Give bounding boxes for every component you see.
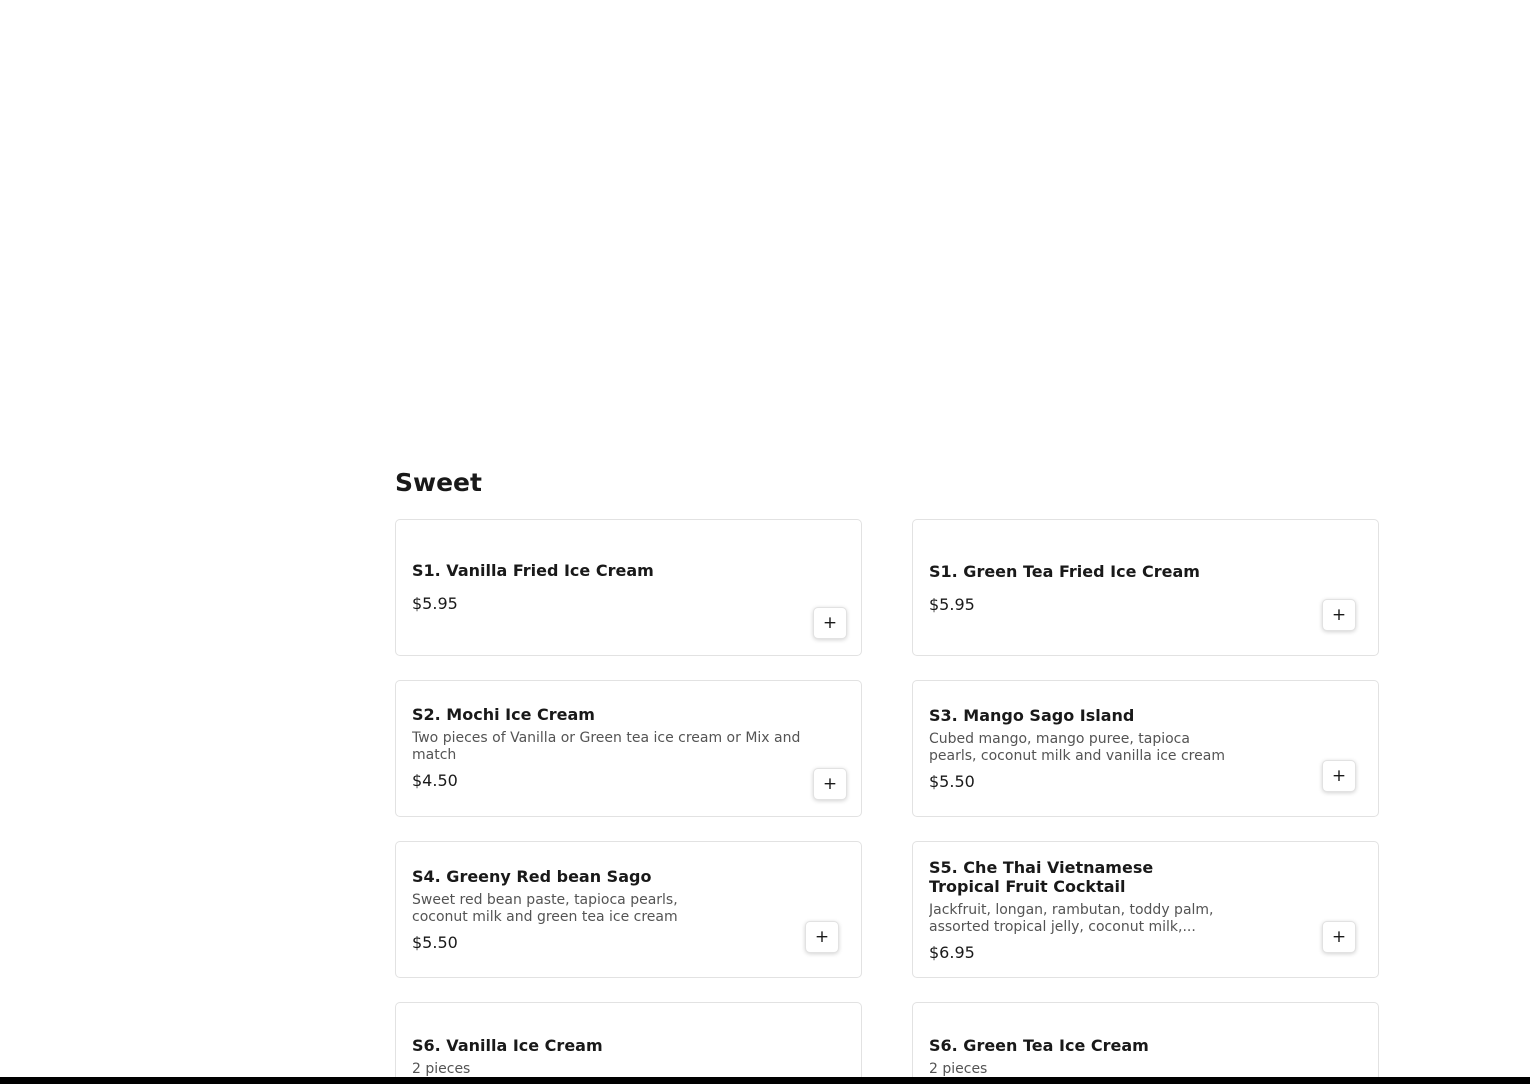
menu-item-price: $5.50 — [412, 933, 458, 952]
menu-item-price: $4.50 — [412, 771, 458, 790]
menu-item-card[interactable] — [912, 1002, 1379, 1084]
menu-item-card[interactable] — [395, 519, 862, 656]
plus-icon: + — [1331, 766, 1347, 786]
add-to-cart-button[interactable] — [805, 921, 839, 953]
bottom-edge-bar — [0, 1077, 1530, 1084]
menu-item-card[interactable] — [395, 841, 862, 978]
menu-item-name: S4. Greeny Red bean Sago — [412, 867, 652, 886]
plus-icon: + — [822, 774, 838, 794]
add-to-cart-button[interactable] — [813, 768, 847, 800]
menu-item-info — [929, 1036, 1229, 1078]
menu-item-price: $5.95 — [929, 595, 975, 614]
menu-item-card[interactable] — [912, 519, 1379, 656]
plus-icon: + — [1331, 605, 1347, 625]
add-to-cart-button[interactable] — [1322, 760, 1356, 792]
menu-item-info — [412, 867, 712, 952]
menu-item-name: S6. Vanilla Ice Cream — [412, 1036, 603, 1055]
menu-item-card[interactable] — [912, 680, 1379, 817]
menu-item-description: Cubed mango, mango puree, tapioca pearls, coconut milk and vanilla ice cream — [929, 731, 1225, 764]
plus-icon: + — [822, 613, 838, 633]
menu-item-name: S6. Green Tea Ice Cream — [929, 1036, 1149, 1055]
menu-item-price: $5.95 — [412, 594, 458, 613]
menu-item-info — [412, 561, 712, 613]
plus-icon: + — [1331, 927, 1347, 947]
menu-item-info — [412, 1036, 712, 1078]
section-title: Sweet — [395, 468, 482, 497]
menu-item-name: S1. Vanilla Fried Ice Cream — [412, 561, 654, 580]
menu-item-name: S2. Mochi Ice Cream — [412, 705, 595, 724]
menu-item-info — [929, 562, 1229, 614]
menu-item-description: Sweet red bean paste, tapioca pearls, coconut milk and green tea ice cream — [412, 892, 678, 925]
menu-item-price: $6.95 — [929, 943, 975, 962]
menu-item-price: $5.50 — [929, 772, 975, 791]
menu-item-info — [929, 706, 1229, 791]
menu-item-card[interactable] — [395, 1002, 862, 1084]
plus-icon: + — [814, 927, 830, 947]
add-to-cart-button[interactable] — [1322, 599, 1356, 631]
menu-item-description: 2 pieces — [412, 1061, 471, 1077]
menu-item-description: Two pieces of Vanilla or Green tea ice cream or Mix and match — [412, 730, 801, 763]
menu-item-card[interactable] — [912, 841, 1379, 978]
menu-item-description: 2 pieces — [929, 1061, 988, 1077]
add-to-cart-button[interactable] — [813, 607, 847, 639]
add-to-cart-button[interactable] — [1322, 921, 1356, 953]
menu-item-info — [929, 858, 1229, 962]
menu-item-name: S3. Mango Sago Island — [929, 706, 1135, 725]
menu-item-info — [412, 705, 801, 790]
menu-item-name: S5. Che Thai Vietnamese Tropical Fruit Cocktail — [929, 858, 1154, 896]
menu-item-card[interactable] — [395, 680, 862, 817]
menu-item-name: S1. Green Tea Fried Ice Cream — [929, 562, 1200, 581]
menu-item-description: Jackfruit, longan, rambutan, toddy palm, assorted tropical jelly, coconut milk,... — [929, 902, 1214, 935]
